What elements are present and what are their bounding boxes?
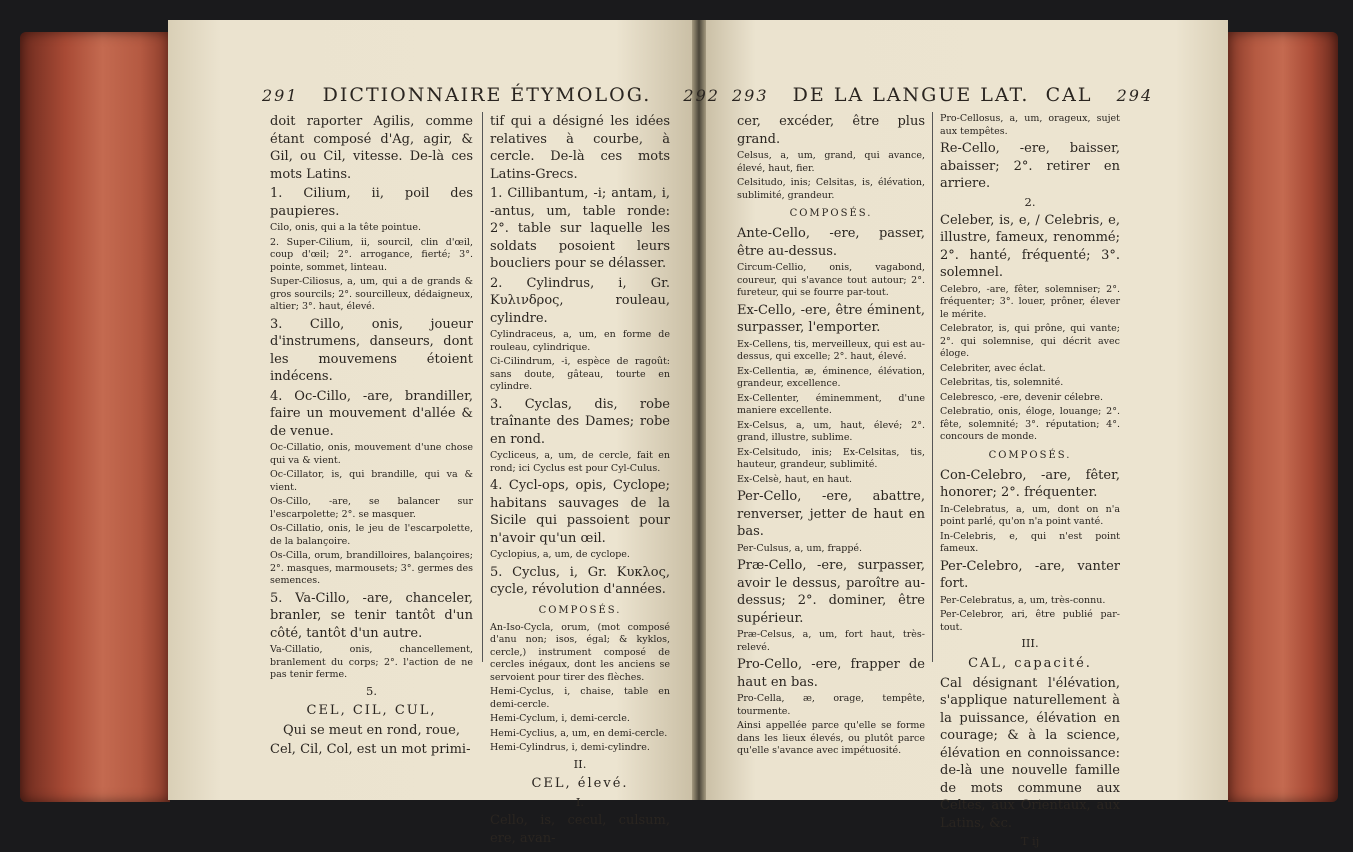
dictionary-entry: Hemi-Cylindrus, i, demi-cylindre. — [490, 742, 650, 754]
section-heading: CEL, CIL, CUL, — [306, 702, 437, 718]
open-book — [20, 10, 1338, 815]
dictionary-entry: Cyclopius, a, um, de cyclope. — [490, 549, 630, 560]
dictionary-entry: Celebratio, onis, éloge, louange; 2°. fête, solemnité; 3°. réputation; 4°. concours de monde. — [940, 406, 1120, 443]
dictionary-entry: 2. Cylindrus, i, Gr. Κυλινδρος, rouleau, cylindre. — [490, 275, 670, 326]
dictionary-entry: 5. Cyclus, i, Gr. Κυκλος, cycle, révolution d'années. — [490, 564, 670, 597]
page-number: 293 — [732, 86, 769, 105]
text-paragraph: Cel, Cil, Col, est un mot primi- — [270, 742, 471, 758]
dictionary-entry: Os-Cillatio, onis, le jeu de l'escarpolette, de la balançoire. — [270, 523, 473, 547]
dictionary-entry: Hemi-Cyclus, i, chaise, table en demi-cercle. — [490, 686, 670, 710]
dictionary-entry: Con-Celebro, -are, fêter, honorer; 2°. fréquenter. — [940, 467, 1120, 501]
dictionary-entry: Super-Ciliosus, a, um, qui a de grands & gros sourcils; 2°. sourcilleux, dédaigneux, altier; 3°. haut, élevé. — [270, 276, 473, 312]
dictionary-entry: Celebriter, avec éclat. — [940, 362, 1046, 374]
text-paragraph: Ainsi appellée parce qu'elle se forme dans les lieux élevés, ou plutôt parce qu'elle s'avance avec impétuosité. — [737, 720, 925, 757]
dictionary-entry: Ante-Cello, -ere, passer, être au-dessus. — [737, 226, 925, 259]
section-heading: CEL, élevé. — [531, 775, 629, 791]
column-rule — [482, 112, 483, 662]
section-number: 2. — [1024, 194, 1036, 209]
right-page-header — [732, 84, 1153, 106]
dictionary-entry: Præ-Cello, -ere, surpasser, avoir le dessus, paroître au-dessus; 2°. dominer, être supérieur. — [737, 558, 925, 626]
dictionary-entry: Hemi-Cyclum, i, demi-cercle. — [490, 713, 630, 725]
left-page-column-2 — [490, 113, 670, 849]
dictionary-entry: 4. Cycl-ops, opis, Cyclope; habitans sauvages de la Sicile qui passoient pour n'avoir qu'un œil. — [490, 478, 670, 546]
dictionary-entry: Per-Celebror, ari, être publié par-tout. — [940, 609, 1120, 633]
dictionary-entry: Ci-Cilindrum, -i, espèce de ragoût: sans doute, gâteau, tourte en cylindre. — [490, 356, 670, 392]
running-title: DICTIONNAIRE ÉTYMOLOG. — [322, 84, 652, 106]
text-paragraph: doit raporter Agilis, comme étant composé d'Ag, agir, & Gil, ou Cil, vitesse. De-là ces mots Latins. — [270, 114, 473, 182]
dictionary-entry: Pro-Cello, -ere, frapper de haut en bas. — [737, 657, 925, 690]
section-subtitle: Qui se meut en rond, roue, — [282, 722, 460, 738]
section-heading: COMPOSÉS. — [988, 449, 1072, 461]
dictionary-entry: Per-Cello, -ere, abattre, renverser, jetter de haut en bas. — [737, 489, 925, 540]
dictionary-entry: Pro-Cella, æ, orage, tempête, tourmente. — [737, 693, 925, 717]
dictionary-entry: Per-Celebro, -are, vanter fort. — [940, 558, 1120, 592]
dictionary-entry: Cilo, onis, qui a la tête pointue. — [270, 222, 421, 233]
right-page-edges — [1228, 32, 1338, 802]
section-number: II. — [573, 756, 587, 771]
dictionary-entry: Oc-Cillatio, onis, mouvement d'une chose qui va & vient. — [270, 442, 473, 466]
dictionary-entry: 2. Super-Cilium, ii, sourcil, clin d'œil, coup d'œil; 2°. arrogance, fierté; 3°. pointe, sommet, linteau. — [270, 236, 473, 273]
dictionary-entry: 5. Va-Cillo, -are, chanceler, branler, se tenir tantôt d'un côté, tantôt d'un autre. — [270, 590, 473, 641]
section-number: 5. — [366, 683, 377, 698]
dictionary-entry: Os-Cillo, -are, se balancer sur l'escarpolette; 2°. se masquer. — [270, 496, 473, 520]
dictionary-entry: Re-Cello, -ere, baisser, abaisser; 2°. retirer en arriere. — [940, 141, 1120, 191]
dictionary-entry: In-Celebratus, a, um, dont on n'a point parlé, qu'on n'a point vanté. — [940, 503, 1120, 528]
dictionary-entry: Per-Culsus, a, um, frappé. — [737, 542, 863, 554]
page-number: 291 — [262, 86, 299, 105]
page-number-right: 294 — [1116, 86, 1154, 105]
dictionary-entry: Cello, is, cecul, culsum, ere, avan- — [490, 813, 670, 846]
section-title: CAL — [1045, 84, 1093, 106]
dictionary-entry: Celsitudo, inis; Celsitas, is, élévation, sublimité, grandeur. — [737, 177, 925, 201]
dictionary-entry: Os-Cilla, orum, brandilloires, balançoires; 2°. masques, marmousets; 3°. germes des semences. — [270, 550, 473, 586]
dictionary-entry: Ex-Celsè, haut, en haut. — [737, 473, 853, 485]
dictionary-entry: Ex-Cellenter, éminemment, d'une maniere excellente. — [737, 392, 925, 417]
page-number-right: 292 — [683, 86, 720, 105]
dictionary-entry: Va-Cillatio, onis, chancellement, branlement du corps; 2°. l'action de ne pas tenir ferme. — [270, 644, 473, 680]
dictionary-entry: Celebrator, is, qui prône, qui vante; 2°. qui solemnise, qui décrit avec éloge. — [940, 323, 1120, 360]
section-number: I. — [575, 795, 585, 810]
dictionary-entry: 4. Oc-Cillo, -are, brandiller, faire un mouvement d'allée & de venue. — [270, 388, 473, 439]
dictionary-entry: Præ-Celsus, a, um, fort haut, très-relevé. — [737, 629, 925, 653]
dictionary-entry: An-Iso-Cycla, orum, (mot composé d'anu non; isos, égal; & kyklos, cercle,) instrument composé de cercles inégaux, dont les anciens se servoient pour tirer des flèches. — [490, 621, 670, 683]
section-number: III. — [1021, 636, 1039, 651]
dictionary-entry: Pro-Cellosus, a, um, orageux, sujet aux tempêtes. — [940, 113, 1120, 137]
dictionary-entry: Celeber, is, e, / Celebris, e, illustre, fameux, renommé; 2°. hanté, fréquenté; 3°. solemnel. — [940, 212, 1120, 281]
dictionary-entry: Cycliceus, a, um, de cercle, fait en rond; ici Cyclus est pour Cyl-Culus. — [490, 450, 670, 474]
dictionary-entry: Celebro, -are, fêter, solemniser; 2°. fréquenter; 3°. louer, prôner, élever le mérite. — [940, 283, 1120, 320]
dictionary-entry: 3. Cyclas, dis, robe traînante des Dames; robe en rond. — [490, 396, 670, 447]
book-gutter — [692, 20, 706, 800]
signature-mark: T ij — [1020, 834, 1040, 849]
dictionary-entry: 3. Cillo, onis, joueur d'instrumens, danseurs, dont les mouvemens étoient indécens. — [270, 316, 473, 384]
dictionary-entry: 1. Cilium, ii, poil des paupieres. — [270, 186, 473, 219]
right-page-column-2 — [940, 113, 1120, 852]
column-rule — [932, 112, 933, 662]
section-heading: CAL, capacité. — [968, 655, 1092, 671]
text-paragraph: cer, excéder, être plus grand. — [737, 114, 925, 147]
text-paragraph: Cal désignant l'élévation, s'applique naturellement à la puissance, élévation en courage; & à la science, élévation en connoissance: de-là une nouvelle famille de mots commune aux Celtes, aux Orientaux, aux Latins, &c. — [940, 675, 1120, 831]
section-heading: COMPOSÉS. — [538, 604, 622, 616]
dictionary-entry: Ex-Celsus, a, um, haut, élevé; 2°. grand, illustre, sublime. — [737, 419, 925, 444]
dictionary-entry: Ex-Cellens, tis, merveilleux, qui est au-dessus, qui excelle; 2°. haut, élevé. — [737, 338, 925, 363]
left-page-edges — [20, 32, 170, 802]
running-title: DE LA LANGUE LAT. — [792, 84, 1030, 106]
dictionary-entry: Celebresco, -ere, devenir célebre. — [940, 391, 1104, 403]
dictionary-entry: Cylindraceus, a, um, en forme de rouleau, cylindrique. — [490, 329, 670, 353]
dictionary-entry: Ex-Cello, -ere, être éminent, surpasser, l'emporter. — [737, 302, 925, 336]
dictionary-entry: Ex-Celsitudo, inis; Ex-Celsitas, tis, hauteur, grandeur, sublimité. — [737, 446, 925, 471]
left-page-column-1 — [270, 113, 473, 761]
text-paragraph: tif qui a désigné les idées relatives à courbe, à cercle. De-là ces mots Latins-Grecs. — [490, 114, 670, 182]
right-page-column-1 — [737, 113, 925, 760]
dictionary-entry: Oc-Cillator, is, qui brandille, qui va & vient. — [270, 469, 473, 493]
section-heading: COMPOSÉS. — [789, 208, 873, 219]
dictionary-entry: In-Celebris, e, qui n'est point fameux. — [940, 530, 1120, 555]
dictionary-entry: 1. Cillibantum, -i; antam, i, -antus, um, table ronde: 2°. table sur laquelle les soldats posoient leurs boucliers pour se délasser. — [490, 186, 670, 271]
dictionary-entry: Circum-Cellio, onis, vagabond, coureur, qui s'avance tout autour; 2°. fureteur, qui se fourre par-tout. — [737, 262, 925, 299]
dictionary-entry: Ex-Cellentia, æ, éminence, élévation, grandeur, excellence. — [737, 365, 925, 390]
dictionary-entry: Celebritas, tis, solemnité. — [940, 377, 1064, 389]
dictionary-entry: Celsus, a, um, grand, qui avance, élevé, haut, fier. — [737, 150, 925, 174]
left-page-header — [262, 84, 720, 106]
dictionary-entry: Hemi-Cyclius, a, um, en demi-cercle. — [490, 727, 668, 739]
dictionary-entry: Per-Celebratus, a, um, très-connu. — [940, 594, 1106, 606]
